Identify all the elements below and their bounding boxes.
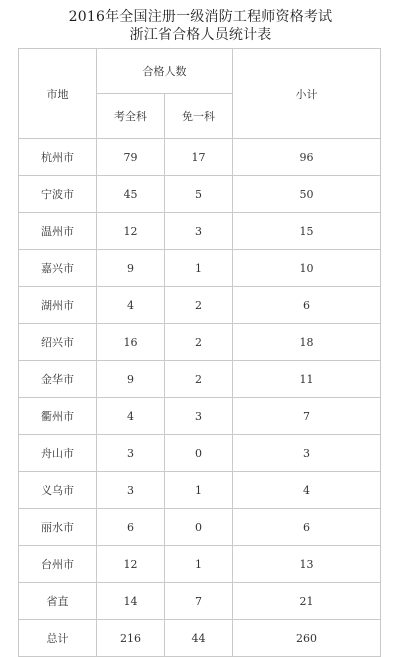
cell-exempt-one: 1 bbox=[165, 546, 233, 583]
cell-all-subjects: 3 bbox=[97, 472, 165, 509]
document-title: 2016年全国注册一级消防工程师资格考试 bbox=[68, 9, 333, 25]
header-subtotal: 小计 bbox=[233, 49, 381, 139]
table-row bbox=[19, 250, 381, 287]
header-city: 市地 bbox=[19, 49, 97, 139]
cell-all-subjects: 6 bbox=[97, 509, 165, 546]
header-exempt-one: 免一科 bbox=[165, 94, 233, 139]
table-row bbox=[19, 213, 381, 250]
cell-all-subjects: 45 bbox=[97, 176, 165, 213]
cell-city: 嘉兴市 bbox=[19, 250, 97, 287]
cell-all-subjects: 9 bbox=[97, 361, 165, 398]
cell-all-subjects: 9 bbox=[97, 250, 165, 287]
cell-subtotal: 4 bbox=[233, 472, 381, 509]
table-row bbox=[19, 176, 381, 213]
cell-subtotal: 50 bbox=[233, 176, 381, 213]
cell-city: 义乌市 bbox=[19, 472, 97, 509]
cell-all-subjects: 4 bbox=[97, 287, 165, 324]
cell-subtotal: 13 bbox=[233, 546, 381, 583]
table-row bbox=[19, 287, 381, 324]
cell-subtotal: 21 bbox=[233, 583, 381, 620]
cell-exempt-one: 1 bbox=[165, 250, 233, 287]
cell-total-label: 总计 bbox=[19, 620, 97, 657]
cell-all-subjects: 12 bbox=[97, 213, 165, 250]
cell-total-subtotal: 260 bbox=[233, 620, 381, 657]
cell-subtotal: 6 bbox=[233, 287, 381, 324]
table-row bbox=[19, 139, 381, 176]
cell-subtotal: 96 bbox=[233, 139, 381, 176]
table-row bbox=[19, 546, 381, 583]
table-row bbox=[19, 361, 381, 398]
cell-exempt-one: 3 bbox=[165, 398, 233, 435]
cell-exempt-one: 1 bbox=[165, 472, 233, 509]
cell-exempt-one: 17 bbox=[165, 139, 233, 176]
cell-subtotal: 10 bbox=[233, 250, 381, 287]
cell-city: 湖州市 bbox=[19, 287, 97, 324]
cell-exempt-one: 7 bbox=[165, 583, 233, 620]
cell-exempt-one: 5 bbox=[165, 176, 233, 213]
cell-city: 杭州市 bbox=[19, 139, 97, 176]
cell-all-subjects: 14 bbox=[97, 583, 165, 620]
cell-all-subjects: 79 bbox=[97, 139, 165, 176]
header-all-subjects: 考全科 bbox=[97, 94, 165, 139]
header-qualified: 合格人数 bbox=[97, 49, 233, 94]
cell-subtotal: 11 bbox=[233, 361, 381, 398]
cell-exempt-one: 0 bbox=[165, 509, 233, 546]
cell-city: 省直 bbox=[19, 583, 97, 620]
cell-all-subjects: 12 bbox=[97, 546, 165, 583]
cell-city: 台州市 bbox=[19, 546, 97, 583]
cell-subtotal: 18 bbox=[233, 324, 381, 361]
cell-all-subjects: 4 bbox=[97, 398, 165, 435]
cell-exempt-one: 0 bbox=[165, 435, 233, 472]
cell-subtotal: 3 bbox=[233, 435, 381, 472]
cell-city: 绍兴市 bbox=[19, 324, 97, 361]
cell-all-subjects: 3 bbox=[97, 435, 165, 472]
cell-exempt-one: 2 bbox=[165, 287, 233, 324]
cell-city: 金华市 bbox=[19, 361, 97, 398]
table-row bbox=[19, 509, 381, 546]
cell-subtotal: 7 bbox=[233, 398, 381, 435]
table-row bbox=[19, 583, 381, 620]
cell-total-all-subjects: 216 bbox=[97, 620, 165, 657]
cell-city: 衢州市 bbox=[19, 398, 97, 435]
cell-all-subjects: 16 bbox=[97, 324, 165, 361]
cell-city: 宁波市 bbox=[19, 176, 97, 213]
table-row bbox=[19, 398, 381, 435]
qualified-personnel-table bbox=[18, 48, 381, 657]
cell-subtotal: 15 bbox=[233, 213, 381, 250]
cell-city: 舟山市 bbox=[19, 435, 97, 472]
cell-exempt-one: 2 bbox=[165, 324, 233, 361]
cell-subtotal: 6 bbox=[233, 509, 381, 546]
cell-exempt-one: 2 bbox=[165, 361, 233, 398]
table-row bbox=[19, 435, 381, 472]
cell-total-exempt-one: 44 bbox=[165, 620, 233, 657]
table-row bbox=[19, 472, 381, 509]
cell-exempt-one: 3 bbox=[165, 213, 233, 250]
cell-city: 丽水市 bbox=[19, 509, 97, 546]
cell-city: 温州市 bbox=[19, 213, 97, 250]
total-row bbox=[19, 620, 381, 657]
document-subtitle: 浙江省合格人员统计表 bbox=[129, 27, 272, 43]
table-row bbox=[19, 324, 381, 361]
